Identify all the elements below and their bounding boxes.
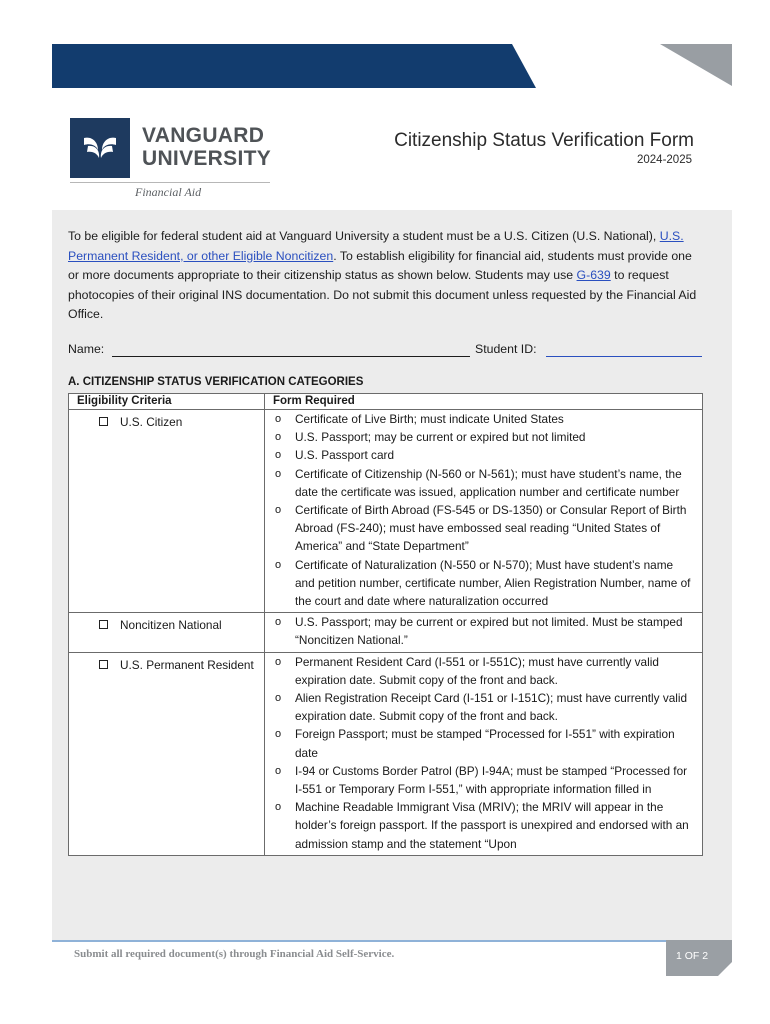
list-item: o U.S. Passport; may be current or expired but not limited bbox=[275, 428, 696, 446]
header-corner-accent bbox=[660, 44, 732, 86]
form-title: Citizenship Status Verification Form bbox=[394, 130, 694, 151]
criteria-label: U.S. Citizen bbox=[120, 415, 183, 429]
table-row bbox=[69, 410, 703, 613]
list-item: o Certificate of Citizenship (N-560 or N-561); must have student’s name, the date the certificate was issued, application number and certificate number bbox=[275, 465, 696, 501]
logo-name-line-2: UNIVERSITY bbox=[142, 147, 272, 170]
student-id-label: Student ID: bbox=[475, 342, 537, 356]
noncitizen-national-checkbox[interactable] bbox=[99, 620, 108, 629]
form-required-cell bbox=[265, 410, 703, 613]
intro-text-2: . To establish eligibility for financial aid, students must provide one or more documents appropriate to their citizenship status as shown below. Students may use bbox=[68, 248, 692, 283]
section-a-title: A. CITIZENSHIP STATUS VERIFICATION CATEGORIES bbox=[68, 376, 364, 388]
criteria-cell bbox=[69, 410, 265, 613]
university-logo bbox=[70, 118, 270, 204]
footer-note: Submit all required document(s) through Financial Aid Self-Service. bbox=[74, 948, 395, 960]
us-citizen-checkbox[interactable] bbox=[99, 417, 108, 426]
form-year: 2024-2025 bbox=[637, 154, 692, 166]
criteria-cell bbox=[69, 613, 265, 652]
list-item: o Foreign Passport; must be stamped “Processed for I-551” with expiration date bbox=[275, 725, 696, 761]
intro-text-3: to request photocopies of their original INS documentation. Do not submit this document unless requested by the Financial Aid Office. bbox=[68, 268, 697, 322]
criteria-label: U.S. Permanent Resident bbox=[120, 657, 254, 672]
criteria-label: Noncitizen National bbox=[120, 618, 222, 633]
logo-subtitle: Financial Aid bbox=[135, 185, 202, 199]
list-item: o Certificate of Birth Abroad (FS-545 or DS-1350) or Consular Report of Birth Abroad (FS-240); must have embossed seal reading “United States of America” and “State Department” bbox=[275, 501, 696, 556]
name-field[interactable] bbox=[112, 356, 470, 357]
list-item: o Alien Registration Receipt Card (I-151 or I-151C); must have currently valid expiration date. Submit copy of the front and back. bbox=[275, 689, 696, 725]
list-item: o U.S. Passport; may be current or expired but not limited. Must be stamped “Noncitizen National.” bbox=[275, 613, 696, 649]
criteria-cell bbox=[69, 652, 265, 855]
page-number: 1 OF 2 bbox=[675, 950, 709, 962]
name-label: Name: bbox=[68, 342, 105, 356]
intro-paragraph bbox=[68, 227, 700, 325]
list-item: o I-94 or Customs Border Patrol (BP) I-94A; must be stamped “Processed for I-551 or Temporary Form I-551,” with appropriate information filled in bbox=[275, 762, 696, 798]
col-eligibility-criteria: Eligibility Criteria bbox=[69, 394, 265, 410]
student-id-field[interactable] bbox=[546, 356, 702, 357]
eligible-noncitizen-link[interactable]: U.S. Permanent Resident, or other Eligible Noncitizen bbox=[68, 229, 684, 263]
table-row bbox=[69, 613, 703, 652]
table-row bbox=[69, 652, 703, 855]
list-item: o Permanent Resident Card (I-551 or I-551C); must have currently valid expiration date. Submit copy of the front and back. bbox=[275, 653, 696, 689]
table-header-row bbox=[69, 394, 703, 410]
g639-link[interactable]: G-639 bbox=[576, 268, 611, 283]
logo-divider bbox=[70, 182, 270, 183]
logo-wings-icon bbox=[70, 118, 130, 178]
list-item: o U.S. Passport card bbox=[275, 446, 696, 464]
student-info-line bbox=[68, 342, 704, 360]
citizenship-categories-table bbox=[68, 393, 703, 856]
intro-text-1: To be eligible for federal student aid at Vanguard University a student must be a U.S. Citizen (U.S. National), bbox=[68, 229, 660, 243]
permanent-resident-checkbox[interactable] bbox=[99, 660, 108, 669]
list-item: o Machine Readable Immigrant Visa (MRIV); the MRIV will appear in the holder’s foreign passport. If the passport is unexpired and endorsed with an admission stamp and the statement “Upon bbox=[275, 798, 696, 853]
form-required-cell bbox=[265, 652, 703, 855]
form-required-cell bbox=[265, 613, 703, 652]
list-item: o Certificate of Live Birth; must indicate United States bbox=[275, 410, 696, 428]
logo-wordmark bbox=[142, 124, 271, 170]
list-item: o Certificate of Naturalization (N-550 or N-570); Must have student’s name and petition number, certificate number, Alien Registration Number, name of the court and date where naturalization occurred bbox=[275, 556, 696, 611]
footer-divider bbox=[52, 940, 732, 942]
header-band bbox=[52, 44, 536, 88]
logo-name-line-1: VANGUARD bbox=[142, 124, 265, 147]
col-form-required: Form Required bbox=[265, 394, 703, 410]
